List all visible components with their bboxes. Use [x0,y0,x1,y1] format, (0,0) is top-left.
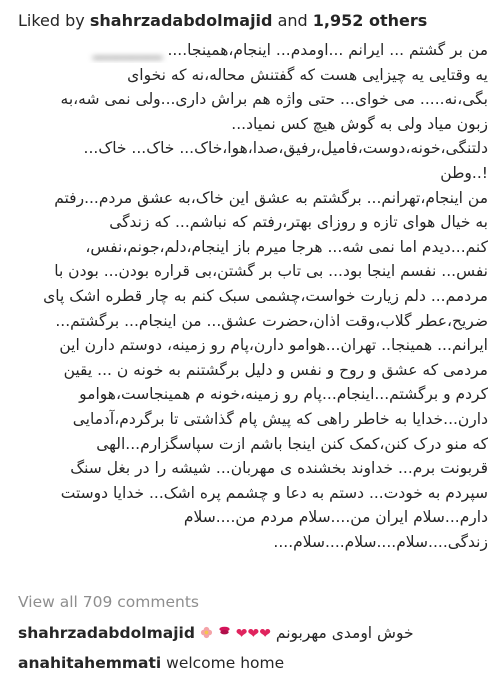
flower-icon [200,623,213,645]
heart-icon: ❤ [247,625,260,642]
caption-line: نفس... نفسم اینجا بود... بی تاب بر گشتن،بی قراره بودن... بودن با [54,262,488,281]
caption-line: زبون میاد ولی به گوش هیچ کس نمیاد... [231,114,488,133]
caption-line: زندگی....سلام....سلام....سلام.... [273,532,488,551]
post-caption [10,38,488,554]
comment-username-link[interactable]: shahrzadabdolmajid [18,624,195,642]
caption-line: ایرانم... همینجا.. تهران...هوامو دارن،پام رو زمینه، دوستم دارن این [59,336,488,355]
caption-line: کردم و برگشتم...اینجام...پام رو زمینه،خونه م همینجاست،هوامو [79,385,488,404]
comment-text: welcome home [166,654,285,672]
caption-line: من بر گشتم ... ایرانم ...اومدم... اینجام،همینجا.... _________ [10,38,488,63]
caption-line: کنم...دیدم اما نمی شه... هرجا میرم باز اینجام،دلم،جونم،نفس، [85,237,488,256]
caption-line: قربونت برم... خداوند بخشنده ی مهربان... شیشه را در بغل سنگ [70,459,488,478]
comment-row [18,652,488,674]
caption-line: یه وقتایی یه چیزایی هست که گفتنش محاله،نه که نخوای [127,65,488,84]
caption-author-link[interactable]: _________ [92,41,163,59]
heart-icon: ❤ [235,625,248,642]
previous-comment-cut [0,0,500,6]
caption-line: دلتنگی،خونه،دوست،فامیل،رفیق،صدا،هوا،خاک... خاک... خاک... [83,139,488,158]
liker-username-link[interactable]: shahrzadabdolmajid [89,11,273,30]
caption-line: مردمی که عشق و روح و نفس و دلیل برگشتنم به خونه ن ... یقین [63,360,488,379]
likes-and: and [277,11,308,30]
comment-text: خوش اومدی مهربونم [275,624,414,642]
others-count-link[interactable]: 1,952 others [312,11,428,30]
comment-username-link[interactable]: anahitahemmati [18,654,162,672]
view-all-comments-link[interactable]: View all 709 comments [18,593,199,611]
caption-line: دارن...خدایا به خاطر راهی که پیش پام گذاشتی تا برگردم،آدمایی [72,409,488,428]
caption-line: دارم...سلام ایران من....سلام مردم من....سلام [183,508,488,527]
heart-icon: ❤ [259,625,271,642]
likes-line [18,10,488,32]
caption-line: که منو درک کنن،کمک کنن اینجا باشم ازت سپاسگزارم...الهی [96,434,488,453]
caption-line: !..وطن [440,163,488,182]
caption-line: مردمم... دلم زیارت خواست،چشمی سبک کنم به چار قطره اشک پای [43,286,488,305]
caption-line: من اینجام،تهرانم... برگشتم به عشق این خاک،به عشق مردم...رفتم [54,188,488,207]
caption-line: سپردم به خودت... دستم به دعا و چشمم پره اشک... خدایا دوستت [60,483,488,502]
caption-line: به خیال هوای تازه و روزای بهتر،رفتم که نباشم... که زندگی [109,213,488,232]
caption-line: ضریح،عطر گلاب،وقت اذان،حضرت عشق... من اینجام... برگشتم... [55,311,488,330]
caption-line: بگی،نه..... می خوای... حتی واژه هم براش داری...ولی نمی شه،به [60,90,488,109]
likes-prefix: Liked by [18,11,85,30]
comment-row [18,622,488,645]
kiss-icon [218,623,231,645]
